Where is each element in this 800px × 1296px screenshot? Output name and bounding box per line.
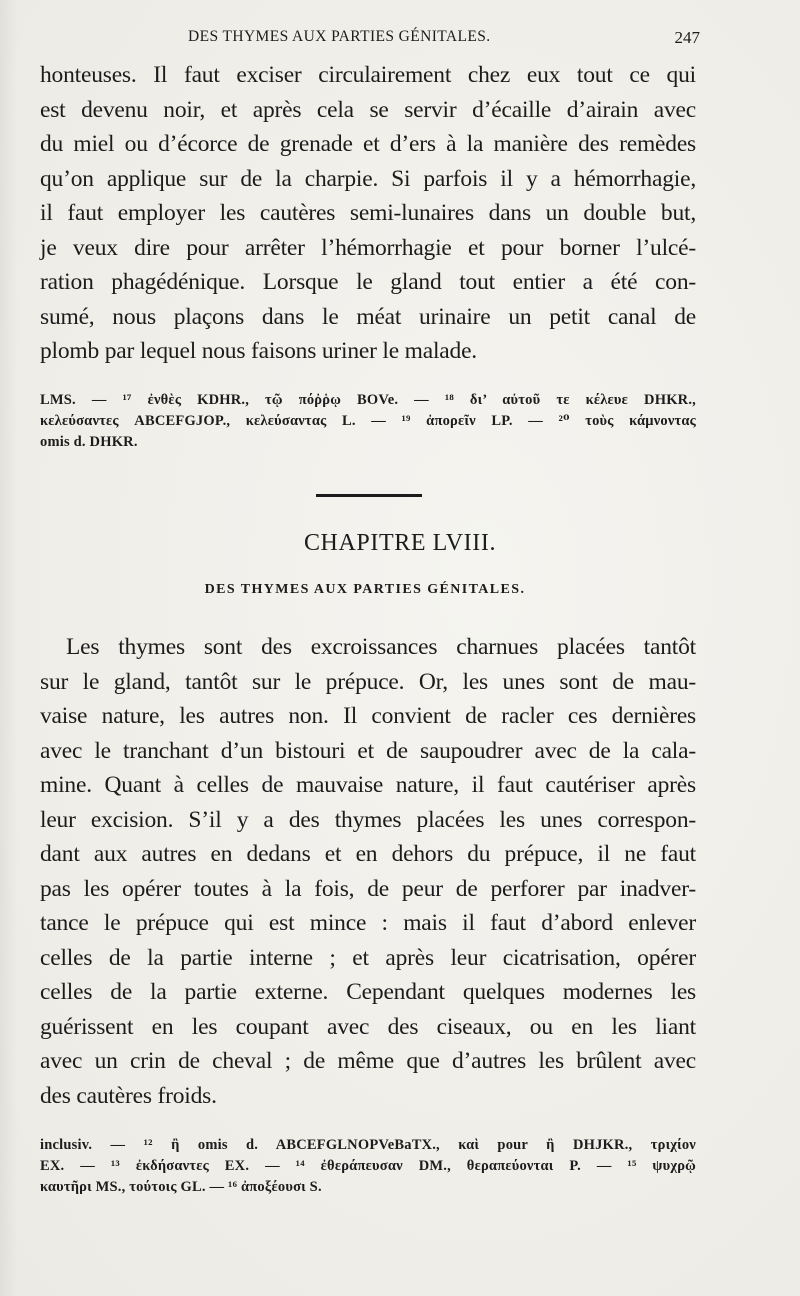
text-line: je veux dire pour arrêter l’hémorrhagie et pour borner l’ulcé- xyxy=(40,234,696,261)
text-line: tance le prépuce qui est mince : mais il faut d’abord enlever xyxy=(40,910,696,936)
text-line: sur le gland, tantôt sur le prépuce. Or, les unes sont de mau- xyxy=(40,668,696,695)
text-line: est devenu noir, et après cela se servir d’écaille d’airain avec xyxy=(40,96,696,123)
text-line: avec le tranchant d’un bistouri et de saupoudrer avec de la cala- xyxy=(40,737,696,764)
text-line: plomb par lequel nous faisons uriner le malade. xyxy=(40,338,477,364)
page-number: 247 xyxy=(674,28,700,47)
text-line: celles de la partie externe. Cependant quelques modernes les xyxy=(40,979,696,1005)
note-line: κελεύσαντες ABCEFGJOP., κελεύσαντας L. — ¹⁹ ἀπορεῖν LP. — ²⁰ τοὺς κάμνοντας xyxy=(40,413,696,429)
text-line: qu’on applique sur de la charpie. Si parfois il y a hémorrhagie, xyxy=(40,165,696,192)
text-line: du miel ou d’écorce de grenade et d’ers à la manière des remèdes xyxy=(40,131,696,157)
text-line: vaise nature, les autres non. Il convient de racler ces dernières xyxy=(40,703,696,729)
text-line: sumé, nous plaçons dans le méat urinaire un petit canal de xyxy=(40,303,696,330)
text-line: leur excision. S’il y a des thymes placées les unes correspon- xyxy=(40,806,696,833)
text-line: il faut employer les cautères semi-lunaires dans un double but, xyxy=(40,200,696,226)
text-line: honteuses. Il faut exciser circulairement chez eux tout ce qui xyxy=(40,62,696,88)
chapter-title: CHAPITRE LVIII. xyxy=(303,530,497,556)
text-line: des cautères froids. xyxy=(40,1082,217,1109)
critical-notes-bottom xyxy=(40,1135,696,1198)
text-line: mine. Quant à celles de mauvaise nature, il faut cautériser après xyxy=(40,772,696,798)
chapter-paragraph xyxy=(40,630,696,1113)
text-line: Les thymes sont des excroissances charnues placées tantôt xyxy=(66,634,696,660)
running-title: DES THYMES AUX PARTIES GÉNITALES. xyxy=(188,28,491,45)
note-line: EX. — ¹³ ἐκδήσαντες EX. — ¹⁴ ἐθεράπευσαν DM., θεραπεύονται P. — ¹⁵ ψυχρῷ xyxy=(40,1158,696,1174)
text-line: celles de la partie interne ; et après leur cicatrisation, opérer xyxy=(40,944,696,971)
running-header xyxy=(40,28,700,52)
critical-notes-top xyxy=(40,390,696,453)
text-line: pas les opérer toutes à la fois, de peur de perforer par inadver- xyxy=(40,875,696,902)
note-line: omis d. DHKR. xyxy=(40,434,138,450)
note-line: LMS. — ¹⁷ ἐνθὲς KDHR., τῷ πόῤῥῳ BOVe. — ¹⁸ δι’ αὐτοῦ τε κέλευε DHKR., xyxy=(40,392,696,408)
section-divider-rule xyxy=(316,494,422,497)
text-line: avec un crin de cheval ; de même que d’autres les brûlent avec xyxy=(40,1048,696,1074)
note-line: inclusiv. — ¹² ἢ omis d. ABCEFGLNOPVeBaTX., καὶ pour ἢ DHJKR., τριχίον xyxy=(40,1137,696,1153)
text-line: ration phagédénique. Lorsque le gland tout entier a été con- xyxy=(40,269,696,295)
text-line: dant aux autres en dedans et en dehors du prépuce, il ne faut xyxy=(40,841,696,867)
note-line: καυτῆρι MS., τούτοις GL. — ¹⁶ ἀποξέουσι S. xyxy=(40,1179,322,1195)
paragraph-continuation xyxy=(40,58,696,369)
chapter-subtitle: DES THYMES AUX PARTIES GÉNITALES. xyxy=(204,582,526,597)
text-line: guérissent en les coupant avec des ciseaux, ou en les liant xyxy=(40,1013,696,1040)
